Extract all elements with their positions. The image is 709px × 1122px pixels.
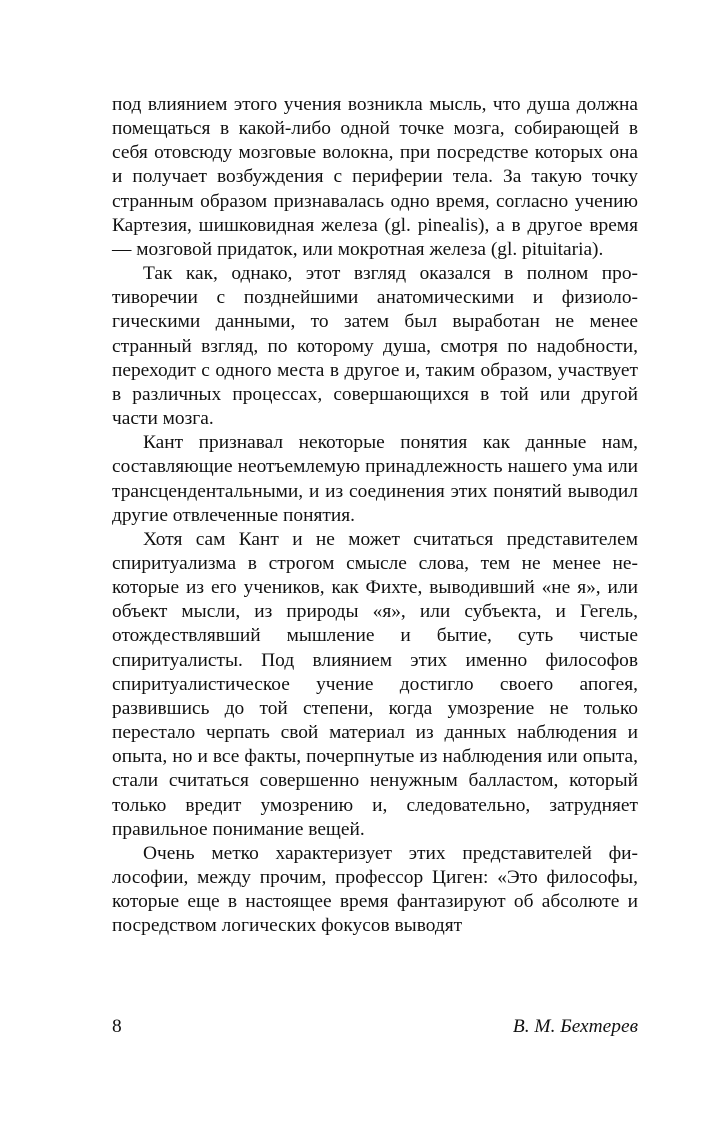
paragraph: под влиянием этого учения возникла мысль, что душа должна помещаться в какой-либо одной точке мозга, собирающей в себя отовсюду мозговые волокна, при посредстве которых она и получает возбуждения с периферии тела. За такую точку странным образом признавалась одно время, согласно учению Картезия, шишковидная железа (gl. pinealis), а в другое время — мозговой придаток, или мокротная железа (gl. pituitaria). [112,94,638,260]
page-number: 8 [112,1016,122,1037]
paragraph: Так как, однако, этот взгляд оказался в полном противоречии с позднейшими анатомическими и физиологическими данными, то затем был выработан не менее странный взгляд, по которому душа, смотря по надобности, переходит с одного места в другое и, таким образом, участвует в различных процессах, совершающихся в той или другой части мозга. [112,263,638,430]
paragraph: Кант признавал некоторые понятия как данные нам, составляющие неотъемлемую принадлежность нашего ума или трансцендентальными, и из соединения этих понятий выводил другие отвлеченные понятия. [112,432,638,526]
running-author: В. М. Бехтерев [512,1016,638,1037]
page-body [112,93,638,938]
paragraph: Очень метко характеризует этих представителей философии, между прочим, профессор Циген: «Это философы, которые еще в настоящее время фантазируют об абсолюте и посредством логических фокусов выводят [112,842,638,937]
paragraph: Хотя сам Кант и не может считаться представителем спиритуализма в строгом смысле слова, тем не менее некоторые из его учеников, как Фихте, выводивший «не я», или объект мысли, из природы «я», или субъекта, и Гегель, отождествлявший мышление и бытие, суть чистые спиритуалисты. Под влиянием этих именно философов спиритуалистическое учение достигло своего апогея, развившись до той степени, когда умозрение не только перестало черпать свой материал из данных наблюдения и опыта, но и все факты, почерпнутые из наблюдения или опыта, стали считаться совершенно ненужным балластом, который только вредит умозрению и, следовательно, затрудняет правильное понимание вещей. [112,528,638,840]
